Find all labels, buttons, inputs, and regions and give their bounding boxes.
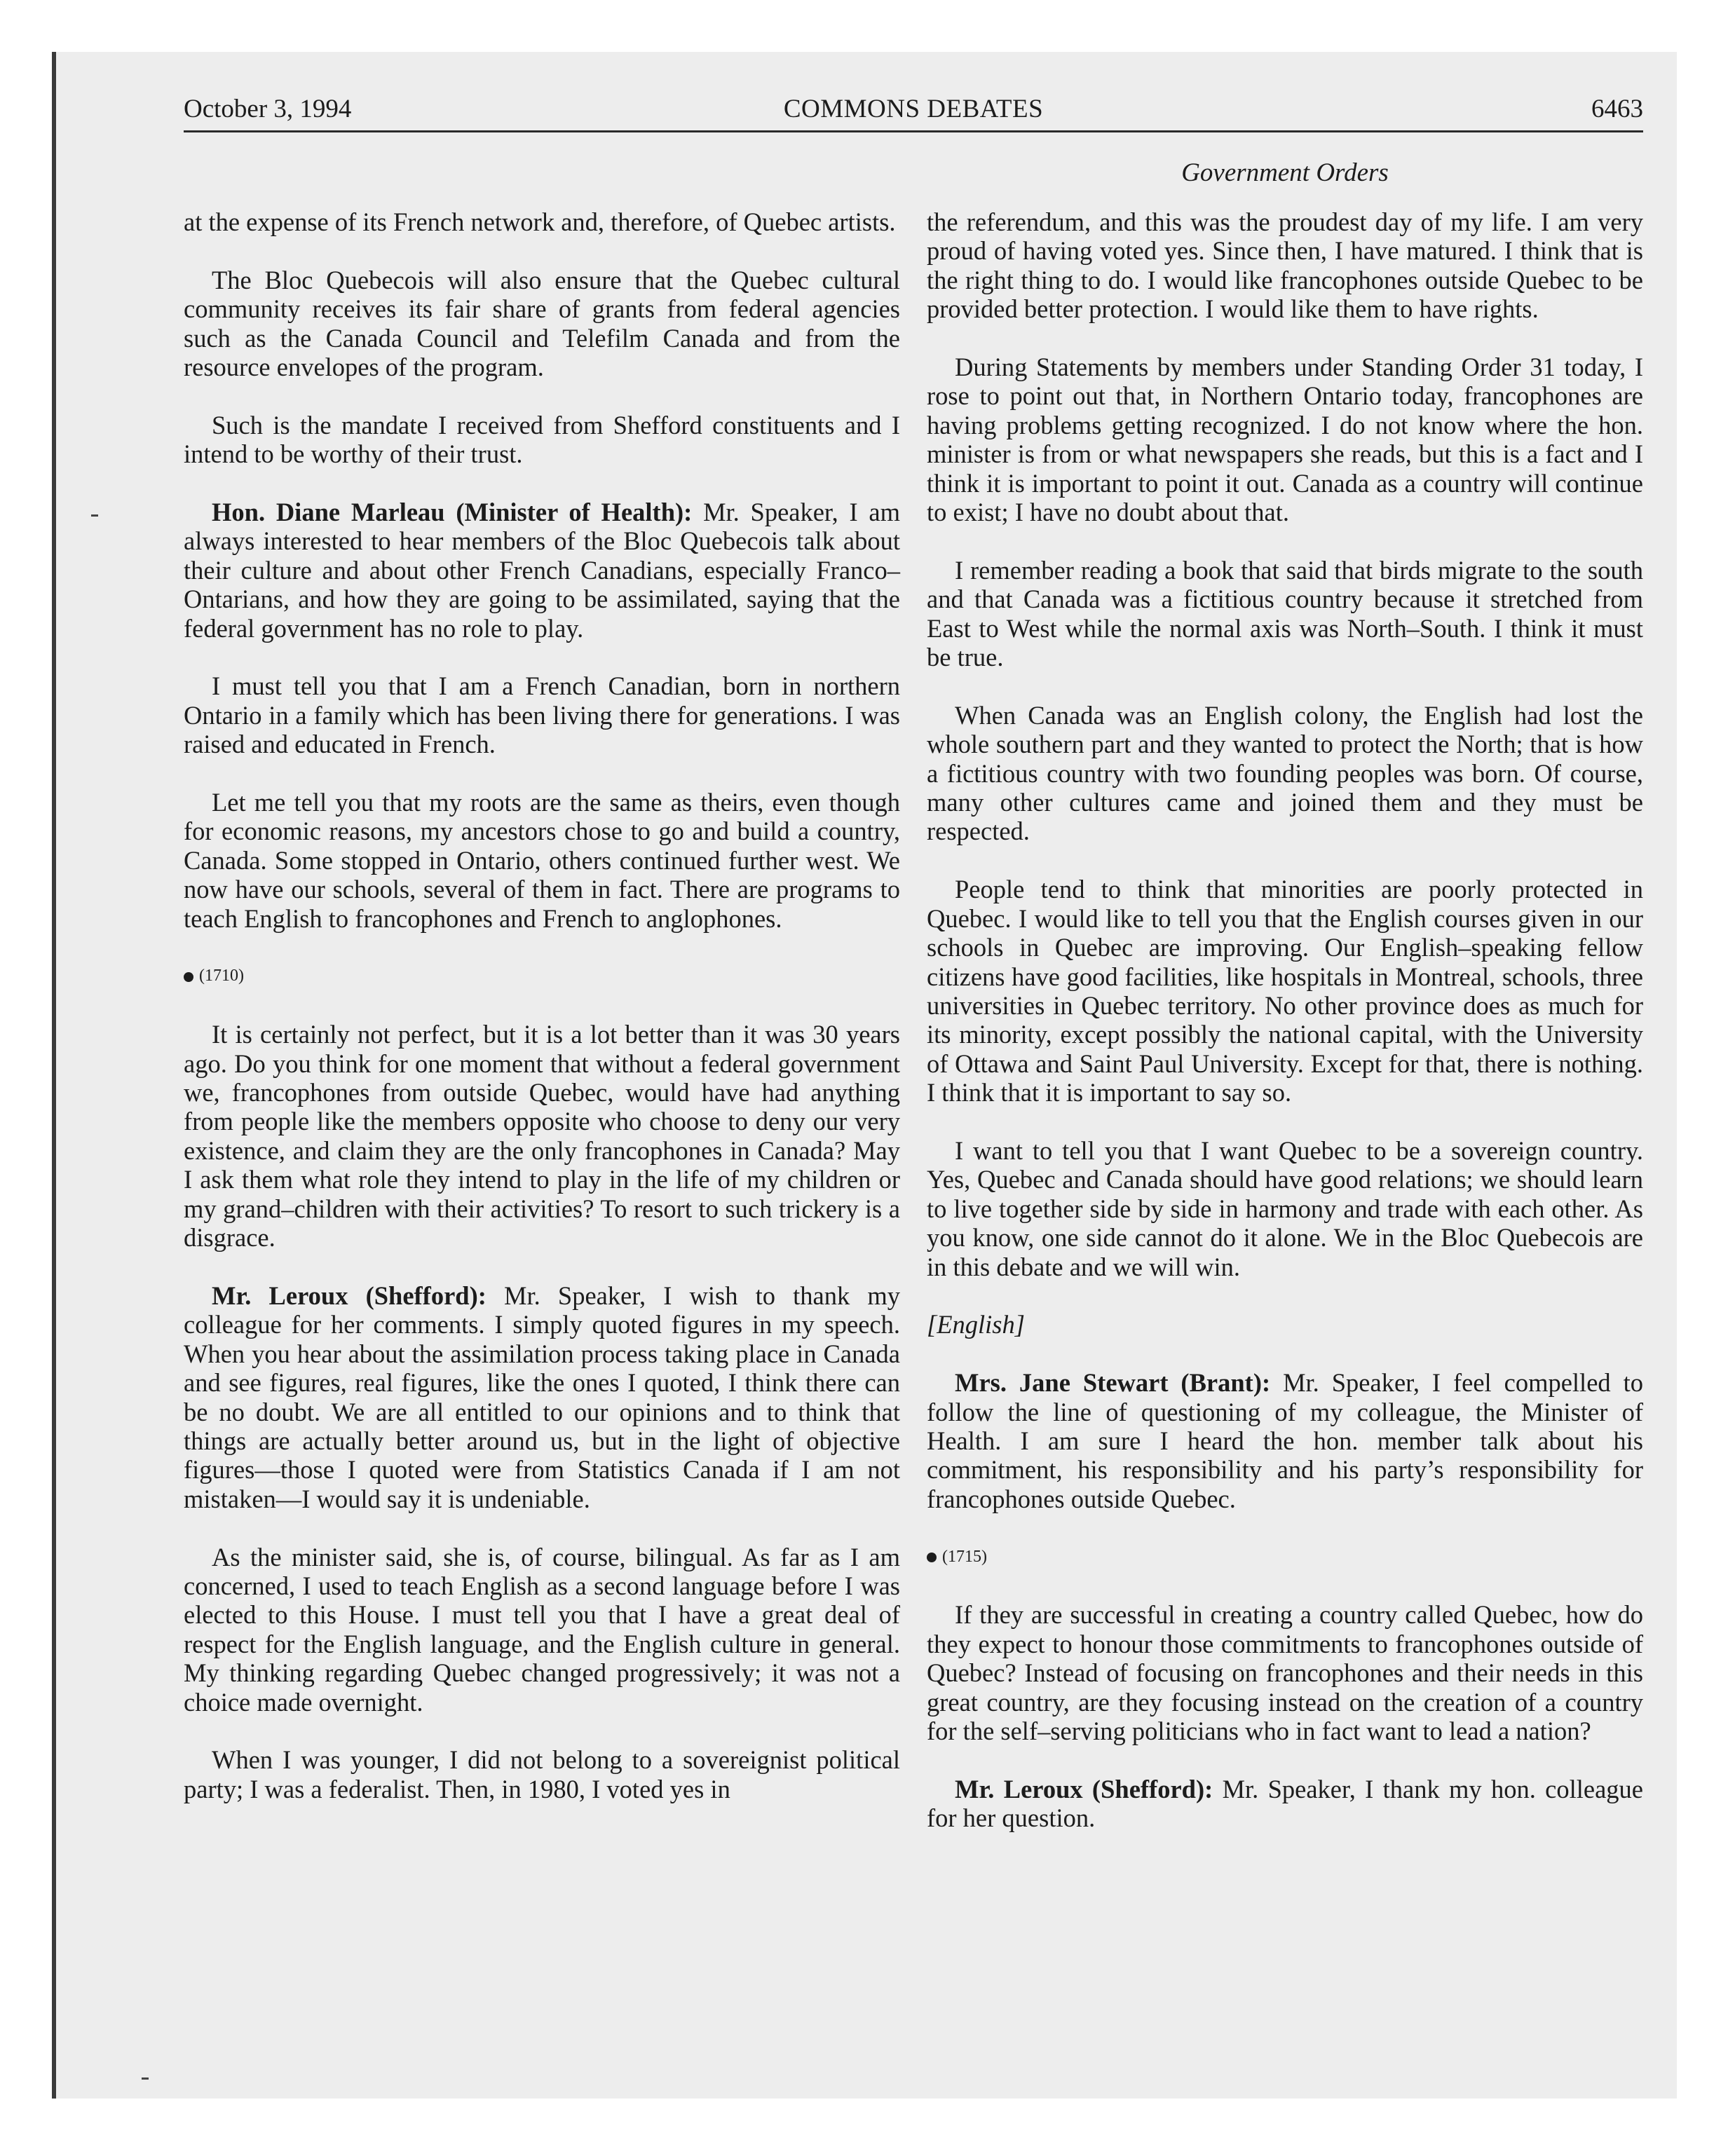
paragraph bbox=[184, 1020, 900, 1252]
paragraph-text: Let me tell you that my roots are the same as theirs, even though for economic reasons, my ancestors chose to go and build a country, Canada. Some stopped in Ontario, others continued further west. We now have our schools, several of them in fact. There are programs to teach English to francophones and French to anglophones. bbox=[184, 788, 900, 933]
paragraph-text: Such is the mandate I received from Shefford constituents and I intend to be worthy of their trust. bbox=[184, 410, 900, 469]
header-rule bbox=[184, 130, 1643, 132]
margin-mark bbox=[91, 514, 98, 517]
paragraph bbox=[184, 1543, 900, 1717]
paragraph bbox=[184, 1281, 900, 1513]
time-marker-text: (1715) bbox=[942, 1547, 987, 1566]
paragraph bbox=[927, 353, 1643, 526]
paragraph bbox=[927, 1775, 1643, 1833]
paragraph-text: Mr. Speaker, I feel compelled to follow the line of questioning of my colleague, the Minister of Health. I am sure I heard the hon. member talk about his commitment, his responsibility and his party’s responsibility for francophones outside Quebec. bbox=[927, 1368, 1643, 1513]
paragraph-text: Mr. Speaker, I wish to thank my colleague for her comments. I simply quoted figures in my speech. When you hear about the assimilation process taking place in Canada and see figures, real figures, like the ones I quoted, I think there can be no doubt. We are all entitled to our opinions and to think that things are actually better around us, but in the light of objective figures—those I quoted were from Statistics Canada if I am not mistaken—I would say it is undeniable. bbox=[184, 1281, 901, 1513]
paragraph-text: I remember reading a book that said that birds migrate to the south and that Canada was a fictitious country because it stretched from East to West while the normal axis was North–South. I think it must be true. bbox=[927, 555, 1643, 672]
paragraph bbox=[927, 701, 1643, 846]
paragraph bbox=[184, 411, 900, 469]
time-marker bbox=[927, 1543, 1643, 1571]
speaker-name: Mr. Leroux (Shefford): bbox=[955, 1774, 1213, 1803]
language-tag: [English] bbox=[927, 1310, 1025, 1339]
running-header bbox=[184, 88, 1643, 130]
paragraph-text: The Bloc Quebecois will also ensure that the Quebec cultural community receives its fair share of grants from federal agencies such as the Canada Council and Telefilm Canada and from the resource envelopes of the program. bbox=[184, 265, 900, 382]
paragraph bbox=[927, 1368, 1643, 1513]
scan-edge-shadow bbox=[52, 52, 56, 2099]
paragraph-text: When I was younger, I did not belong to a sovereignist political party; I was a federalist. Then, in 1980, I voted yes in bbox=[184, 1745, 900, 1803]
header-date: October 3, 1994 bbox=[184, 95, 352, 123]
paragraph-text: at the expense of its French network and, therefore, of Quebec artists. bbox=[184, 207, 896, 236]
paragraph-text: I must tell you that I am a French Canadian, born in northern Ontario in a family which has been living there for generations. I was raised and educated in French. bbox=[184, 671, 900, 759]
scanned-page bbox=[52, 52, 1677, 2099]
speaker-name: Mr. Leroux (Shefford): bbox=[212, 1281, 487, 1310]
speaker-name: Hon. Diane Marleau (Minister of Health): bbox=[212, 498, 693, 527]
paragraph-text: the referendum, and this was the proudest day of my life. I am very proud of having voted yes. Since then, I have matured. I think that is the right thing to do. I would like francophones outside Quebec to be provided better protection. I would like them to have rights. bbox=[927, 207, 1643, 324]
paragraph-text: When Canada was an English colony, the English had lost the whole southern part and they wanted to protect the North; that is how a fictitious country with two founding peoples was born. Of course, many other cultures came and joined them and they must be respected. bbox=[927, 700, 1643, 846]
bullet-icon bbox=[927, 1553, 937, 1562]
paragraph bbox=[184, 498, 900, 643]
bullet-icon bbox=[184, 972, 193, 982]
time-marker-text: (1710) bbox=[199, 967, 244, 985]
margin-mark bbox=[142, 2077, 149, 2080]
header-title: COMMONS DEBATES bbox=[783, 95, 1044, 123]
paragraph-text: I want to tell you that I want Quebec to be a sovereign country. Yes, Quebec and Canada should have good relations; we should learn to live together side by side in harmony and trade with each other. As you know, one side cannot do it alone. We in the Bloc Quebecois are in this debate and we will win. bbox=[927, 1135, 1643, 1281]
paragraph-text: As the minister said, she is, of course, bilingual. As far as I am concerned, I used to teach English as a second language before I was elected to this House. I must tell you that I have a great deal of respect for the English language, and the English culture in general. My thinking regarding Quebec changed progressively; it was not a choice made overnight. bbox=[184, 1542, 900, 1717]
paragraph bbox=[927, 1600, 1643, 1745]
paragraph bbox=[184, 671, 900, 758]
right-column bbox=[927, 207, 1643, 1862]
paragraph bbox=[927, 207, 1643, 324]
section-label: Government Orders bbox=[1181, 158, 1389, 187]
paragraph-text: During Statements by members under Standing Order 31 today, I rose to point out that, in Northern Ontario today, francophones are having problems getting recognized. I do not know where the hon. minister is from or what newspapers she reads, but this is a fact and I think it is important to point it out. Canada as a country will continue to exist; I have no doubt about that. bbox=[927, 353, 1643, 527]
speaker-name: Mrs. Jane Stewart (Brant): bbox=[955, 1368, 1271, 1398]
time-marker bbox=[184, 962, 900, 990]
paragraph bbox=[184, 788, 900, 933]
paragraph-text: Mr. Speaker, I thank my hon. colleague for her question. bbox=[927, 1774, 1643, 1833]
left-column bbox=[184, 207, 900, 1833]
paragraph-text: People tend to think that minorities are poorly protected in Quebec. I would like to tell you that the English courses given in our schools in Quebec are improving. Our English–speaking fellow citizens have good facilities, like hospitals in Montreal, schools, three universities in Quebec territory. No other province does as much for its minority, except possibly the national capital, with the University of Ottawa and Saint Paul University. Except for that, there is nothing. I think that it is important to say so. bbox=[927, 875, 1643, 1107]
paragraph-text: Mr. Speaker, I am always interested to hear members of the Bloc Quebecois talk about their culture and about other French Canadians, especially Franco–Ontarians, and how they are going to be assimilated, saying that the federal government has no role to play. bbox=[184, 498, 901, 643]
paragraph bbox=[927, 1136, 1643, 1281]
paragraph-text: It is certainly not perfect, but it is a lot better than it was 30 years ago. Do you think for one moment that without a federal government we, francophones from outside Quebec, would have had anything from people like the members opposite who choose to deny our very existence, and claim they are the only francophones in Canada? May I ask them what role they intend to play in the life of my children or my grand–children with their activities? To resort to such trickery is a disgrace. bbox=[184, 1020, 900, 1253]
page-number: 6463 bbox=[1591, 95, 1643, 123]
paragraph bbox=[927, 875, 1643, 1107]
paragraph-text: If they are successful in creating a country called Quebec, how do they expect to honour those commitments to francophones outside of Quebec? Instead of focusing on francophones and their needs in this great country, are they focusing instead on the creation of a country for the self–serving politicians who in fact want to lead a nation? bbox=[927, 1600, 1643, 1745]
paragraph bbox=[184, 266, 900, 382]
paragraph bbox=[927, 556, 1643, 672]
paragraph bbox=[184, 1745, 900, 1803]
paragraph bbox=[184, 207, 900, 236]
